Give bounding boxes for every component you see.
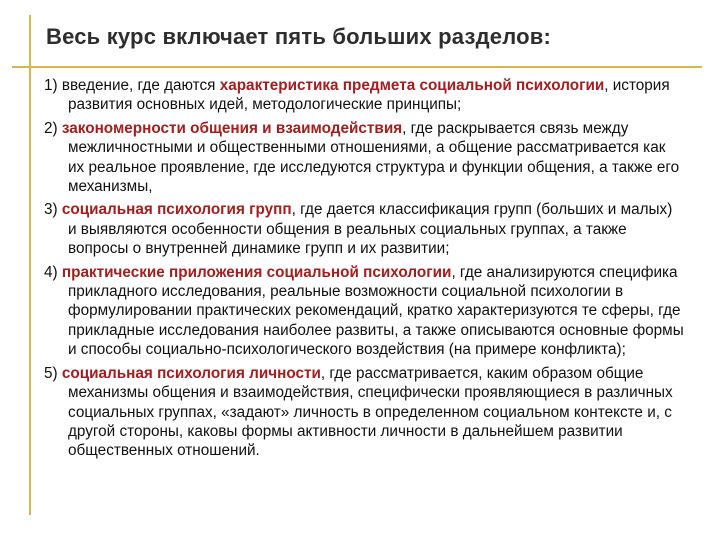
section-item-1 — [44, 76, 684, 115]
section-4-text: , где анализируются специфика прикладного исследования, реальные возможности социальной психологии в формулировании практических рекомендаций, кратко характеризуются те сферы, где прикладные исследования наиболее развиты, а также описываются основные формы и способы социально-психологического воздействия (на примере конфликта); — [68, 263, 684, 359]
section-3-highlight: социальная психология групп — [61, 201, 292, 219]
sections-list — [44, 76, 684, 465]
section-4-prefix: 4) — [44, 263, 62, 281]
section-1-highlight: характеристика предмета социальной психологии — [219, 77, 605, 94]
section-item-2 — [44, 119, 684, 197]
section-4-highlight: практические приложения социальной психологии — [61, 263, 452, 281]
section-item-3 — [44, 200, 684, 258]
section-2-text: , где раскрывается связь между межличностными и общественными отношениями, а общение рассматривается как их реальное проявление, где исследуются структура и функции общения, а также его механизмы, — [68, 119, 680, 196]
section-5-prefix: 5) — [44, 364, 62, 382]
section-5-text: , где рассматривается, каким образом общие механизмы общения и взаимодействия, специфически проявляющиеся в различных социальных группах, «задают» личность в определенном социальном контексте и, с другой стороны, каковы формы активности личности в дальнейшем развитии общественных отношений. — [68, 364, 673, 460]
vertical-accent-rule — [29, 15, 31, 515]
section-item-5 — [44, 364, 684, 461]
section-2-highlight: закономерности общения и взаимодействия — [61, 119, 403, 137]
section-item-4 — [44, 263, 684, 360]
section-3-prefix: 3) — [44, 201, 62, 219]
section-1-prefix: 1) введение, где даются — [44, 77, 220, 94]
slide-title: Весь курс включает пять больших разделов: — [46, 24, 551, 49]
section-2-prefix: 2) — [44, 119, 62, 137]
horizontal-accent-rule — [12, 66, 702, 68]
section-5-highlight: социальная психология личности — [61, 364, 321, 382]
section-3-text: , где дается классификация групп (больших и малых) и выявляются особенности общения в реальных социальных группах, а также вопросы о внутренней динамике групп и их развитии; — [68, 201, 673, 258]
section-1-text: , история развития основных идей, методологические принципы; — [68, 77, 670, 114]
